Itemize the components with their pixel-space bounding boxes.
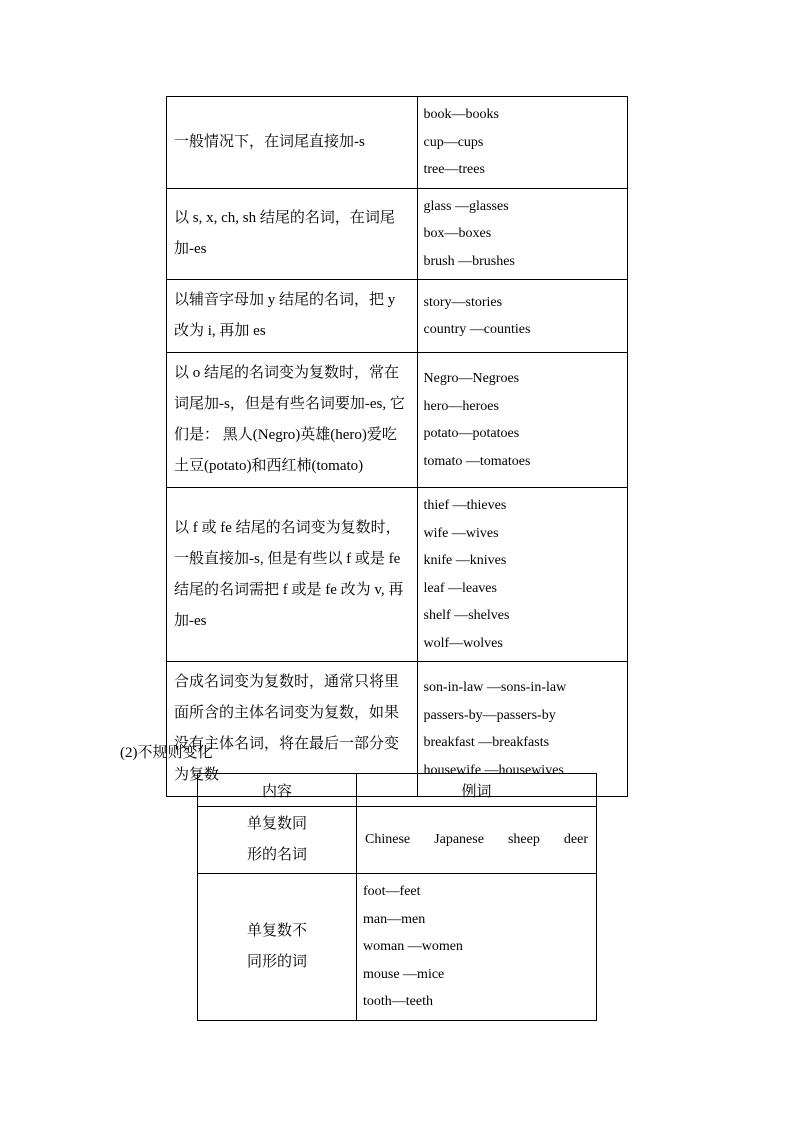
- example-word: foot—feet: [363, 884, 421, 899]
- example-word: tomato —tomatoes: [423, 453, 531, 469]
- table-row: [167, 353, 628, 488]
- table-row: [167, 188, 628, 280]
- header-examples: 例词: [357, 774, 597, 807]
- example-word: glass —glasses: [423, 198, 509, 214]
- same-form-words: [363, 812, 590, 868]
- category-line: 单复数同: [246, 816, 307, 832]
- example-word: hero—heroes: [423, 398, 499, 414]
- example-word: knife —knives: [423, 553, 507, 568]
- example-word: shelf —shelves: [423, 608, 510, 623]
- table-row: [167, 488, 628, 662]
- irregular-table-body: [198, 807, 597, 1021]
- irregular-plural-table: [197, 773, 597, 1021]
- example-word: tree—trees: [423, 162, 485, 177]
- example-word: wolf—wolves: [423, 635, 503, 651]
- example-word: Japanese: [434, 832, 484, 848]
- rule-cell: 一般情况下，在词尾直接加-s: [167, 97, 418, 189]
- example-word: passers-by—passers-by: [423, 707, 556, 723]
- rule-cell: 合成名词变为复数时，通常只将里面所含的主体名词变为复数，如果没有主体名词，将在最后一部分变为复数: [167, 662, 418, 797]
- category-line: 单复数不: [246, 922, 307, 939]
- example-word: son-in-law —sons-in-law: [423, 680, 567, 695]
- category-cell: [198, 874, 357, 1021]
- table-row: [167, 97, 628, 189]
- example-word: deer: [563, 832, 588, 848]
- header-content: 内容: [198, 774, 357, 807]
- category-line: 同形的词: [246, 953, 307, 970]
- example-cell: [417, 280, 628, 353]
- example-word: breakfast —breakfasts: [423, 735, 550, 750]
- header-row: [198, 774, 597, 807]
- example-word: woman —women: [363, 939, 463, 954]
- category-cell: [198, 807, 357, 874]
- example-cell: [357, 874, 597, 1021]
- example-cell: [417, 188, 628, 280]
- example-word: wife —wives: [423, 525, 499, 541]
- example-word: housewife —housewives: [423, 762, 564, 778]
- rule-cell: 以辅音字母加 y 结尾的名词，把 y 改为 i, 再加 es: [167, 280, 418, 353]
- irregular-table-head: [198, 774, 597, 807]
- example-cell: [417, 97, 628, 189]
- section-heading: (2)不规则变化: [120, 745, 213, 761]
- table-row: [198, 874, 597, 1021]
- example-word: brush —brushes: [423, 253, 515, 269]
- rule-cell: 以 f 或 fe 结尾的名词变为复数时，一般直接加-s, 但是有些以 f 或是 fe 结尾的名词需把 f 或是 fe 改为 v, 再加-es: [167, 488, 418, 662]
- example-word: thief —thieves: [423, 498, 507, 513]
- example-word: potato—potatoes: [423, 426, 520, 441]
- example-word: book—books: [423, 107, 499, 122]
- example-word: country —counties: [423, 322, 531, 337]
- example-word: story—stories: [423, 294, 503, 310]
- category-line: 形的名词: [246, 847, 307, 863]
- rule-cell: 以 s, x, ch, sh 结尾的名词，在词尾加-es: [167, 188, 418, 280]
- example-word: Negro—Negroes: [423, 371, 520, 386]
- example-cell: [417, 353, 628, 488]
- example-cell: [357, 807, 597, 874]
- example-word: mouse —mice: [363, 966, 445, 982]
- table-row: [198, 807, 597, 874]
- example-word: cup—cups: [423, 134, 484, 150]
- example-cell: [417, 488, 628, 662]
- example-word: tooth—teeth: [363, 994, 433, 1009]
- table-row: [167, 280, 628, 353]
- example-word: Chinese: [365, 832, 411, 848]
- example-word: leaf —leaves: [423, 580, 497, 596]
- regular-plural-table: [166, 96, 628, 797]
- rule-cell: 以 o 结尾的名词变为复数时，常在词尾加-s，但是有些名词要加-es, 它们是： 黑人(Negro)英雄(hero)爱吃土豆(potato)和西红柿(tomato): [167, 353, 418, 488]
- example-word: man—men: [363, 911, 426, 927]
- example-word: box—boxes: [423, 226, 492, 241]
- regular-plural-table-body: [167, 97, 628, 797]
- example-word: sheep: [507, 832, 540, 848]
